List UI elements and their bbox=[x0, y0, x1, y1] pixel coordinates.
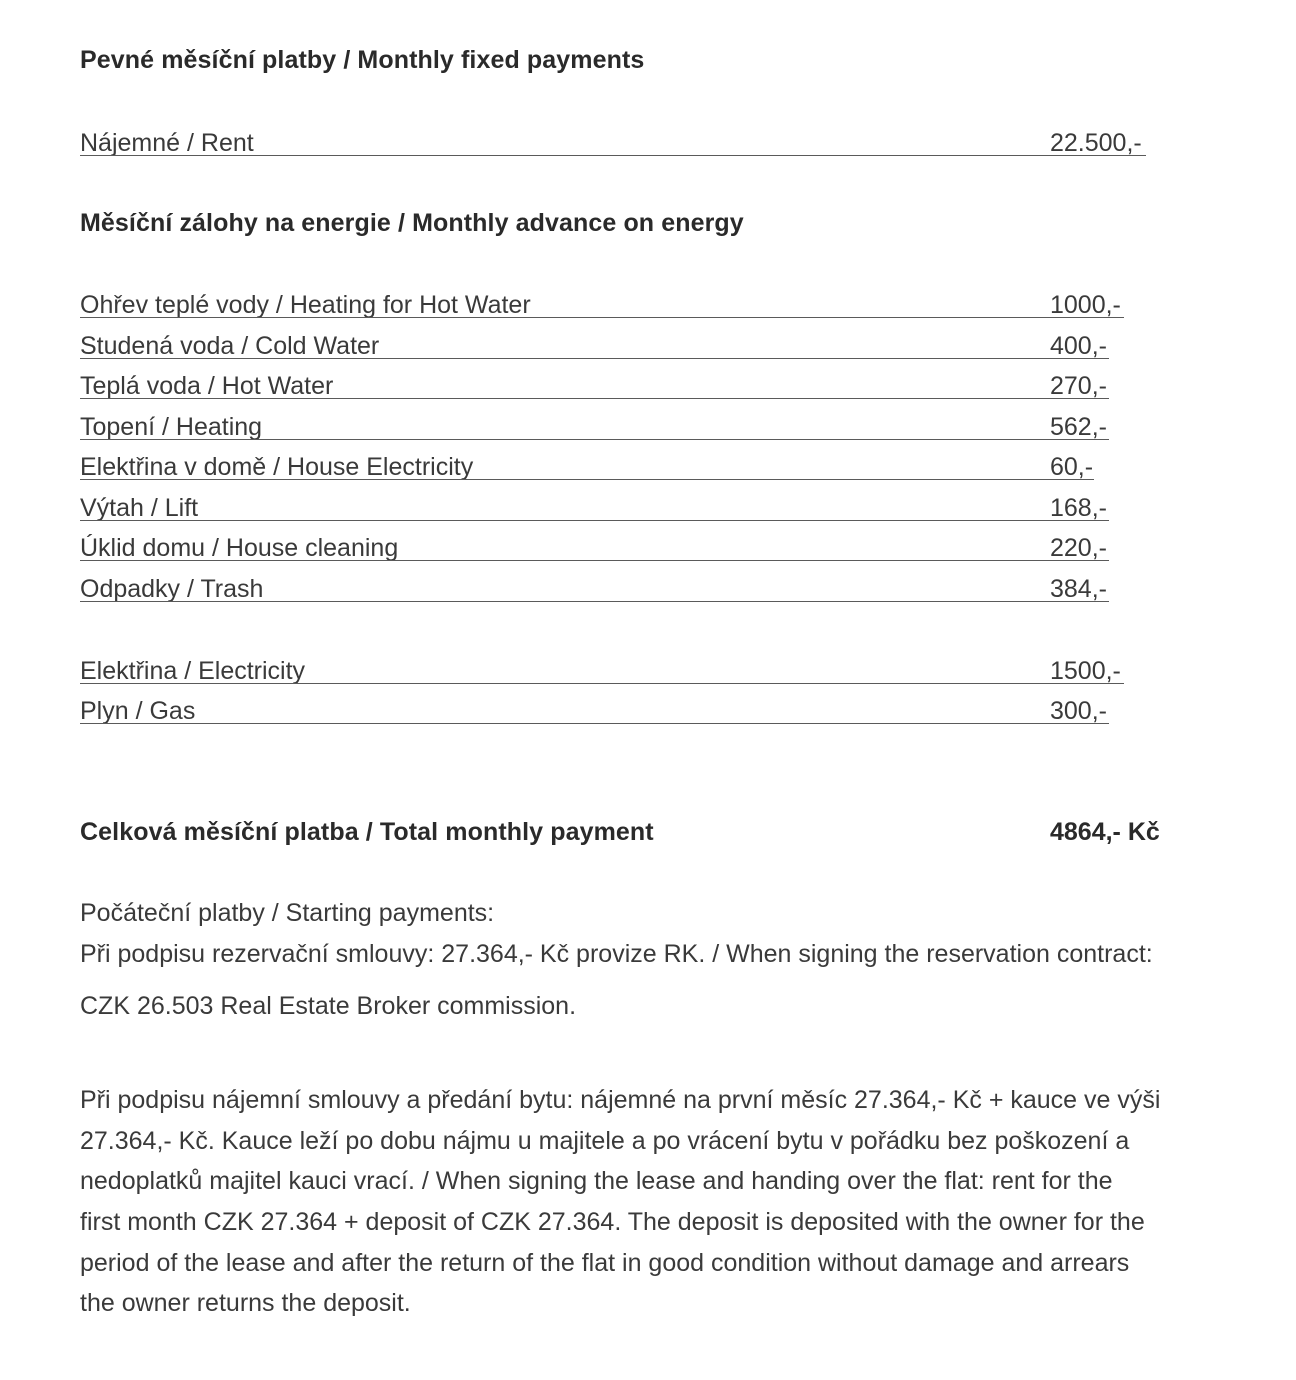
lease-text-line: nedoplatků majitel kauci vrací. / When signing the lease and handing over the flat: rent for the bbox=[80, 1167, 1113, 1195]
rent-value: 22.500,- bbox=[1050, 129, 1142, 157]
energy-item-value: 400,- bbox=[1050, 332, 1107, 360]
energy-item-underline bbox=[80, 398, 1109, 399]
energy-item-underline bbox=[80, 601, 1109, 602]
energy-item-value: 384,- bbox=[1050, 575, 1107, 603]
energy-item-value: 300,- bbox=[1050, 697, 1107, 725]
energy-item-underline bbox=[80, 358, 1109, 359]
energy-item-underline bbox=[80, 439, 1109, 440]
energy-item-underline bbox=[80, 479, 1094, 480]
lease-text-line: the owner returns the deposit. bbox=[80, 1289, 411, 1317]
energy-item-underline bbox=[80, 317, 1124, 318]
energy-item-value: 168,- bbox=[1050, 494, 1107, 522]
reservation-text-line: Při podpisu rezervační smlouvy: 27.364,- Kč provize RK. / When signing the reservation contract: bbox=[80, 940, 1153, 968]
total-value: 4864,- Kč bbox=[1050, 818, 1160, 846]
energy-item-label: Výtah / Lift bbox=[80, 494, 199, 522]
energy-item-label: Elektřina / Electricity bbox=[80, 657, 306, 685]
rent-underline bbox=[80, 155, 1146, 156]
lease-text-line: 27.364,- Kč. Kauce leží po dobu nájmu u majitele a po vrácení bytu v pořádku bez poškození a bbox=[80, 1127, 1130, 1155]
energy-item-label: Topení / Heating bbox=[80, 413, 263, 441]
energy-item-label: Odpadky / Trash bbox=[80, 575, 264, 603]
starting-payments-heading: Počáteční platby / Starting payments: bbox=[80, 899, 495, 927]
reservation-text-line: CZK 26.503 Real Estate Broker commission. bbox=[80, 992, 577, 1020]
total-label: Celková měsíční platba / Total monthly payment bbox=[80, 818, 654, 846]
energy-item-underline bbox=[80, 560, 1109, 561]
energy-item-value: 270,- bbox=[1050, 372, 1107, 400]
energy-item-value: 60,- bbox=[1050, 453, 1094, 481]
energy-item-value: 1000,- bbox=[1050, 291, 1121, 319]
energy-item-underline bbox=[80, 683, 1124, 684]
rent-label: Nájemné / Rent bbox=[80, 129, 254, 157]
energy-item-label: Plyn / Gas bbox=[80, 697, 196, 725]
lease-text-line: Při podpisu nájemní smlouvy a předání bytu: nájemné na první měsíc 27.364,- Kč + kauce ve výši bbox=[80, 1086, 1161, 1114]
energy-item-label: Ohřev teplé vody / Heating for Hot Water bbox=[80, 291, 531, 319]
energy-item-value: 1500,- bbox=[1050, 657, 1121, 685]
energy-item-label: Elektřina v domě / House Electricity bbox=[80, 453, 474, 481]
energy-heading: Měsíční zálohy na energie / Monthly advance on energy bbox=[80, 209, 744, 237]
energy-item-value: 220,- bbox=[1050, 534, 1107, 562]
energy-item-label: Úklid domu / House cleaning bbox=[80, 534, 399, 562]
lease-text-line: period of the lease and after the return of the flat in good condition without damage and arrears bbox=[80, 1249, 1130, 1277]
fixed-payments-heading: Pevné měsíční platby / Monthly fixed payments bbox=[80, 46, 645, 74]
energy-item-underline bbox=[80, 520, 1109, 521]
energy-item-label: Teplá voda / Hot Water bbox=[80, 372, 334, 400]
energy-item-value: 562,- bbox=[1050, 413, 1107, 441]
energy-item-label: Studená voda / Cold Water bbox=[80, 332, 380, 360]
energy-item-underline bbox=[80, 723, 1109, 724]
lease-text-line: first month CZK 27.364 + deposit of CZK 27.364. The deposit is deposited with the owner for the bbox=[80, 1208, 1145, 1236]
